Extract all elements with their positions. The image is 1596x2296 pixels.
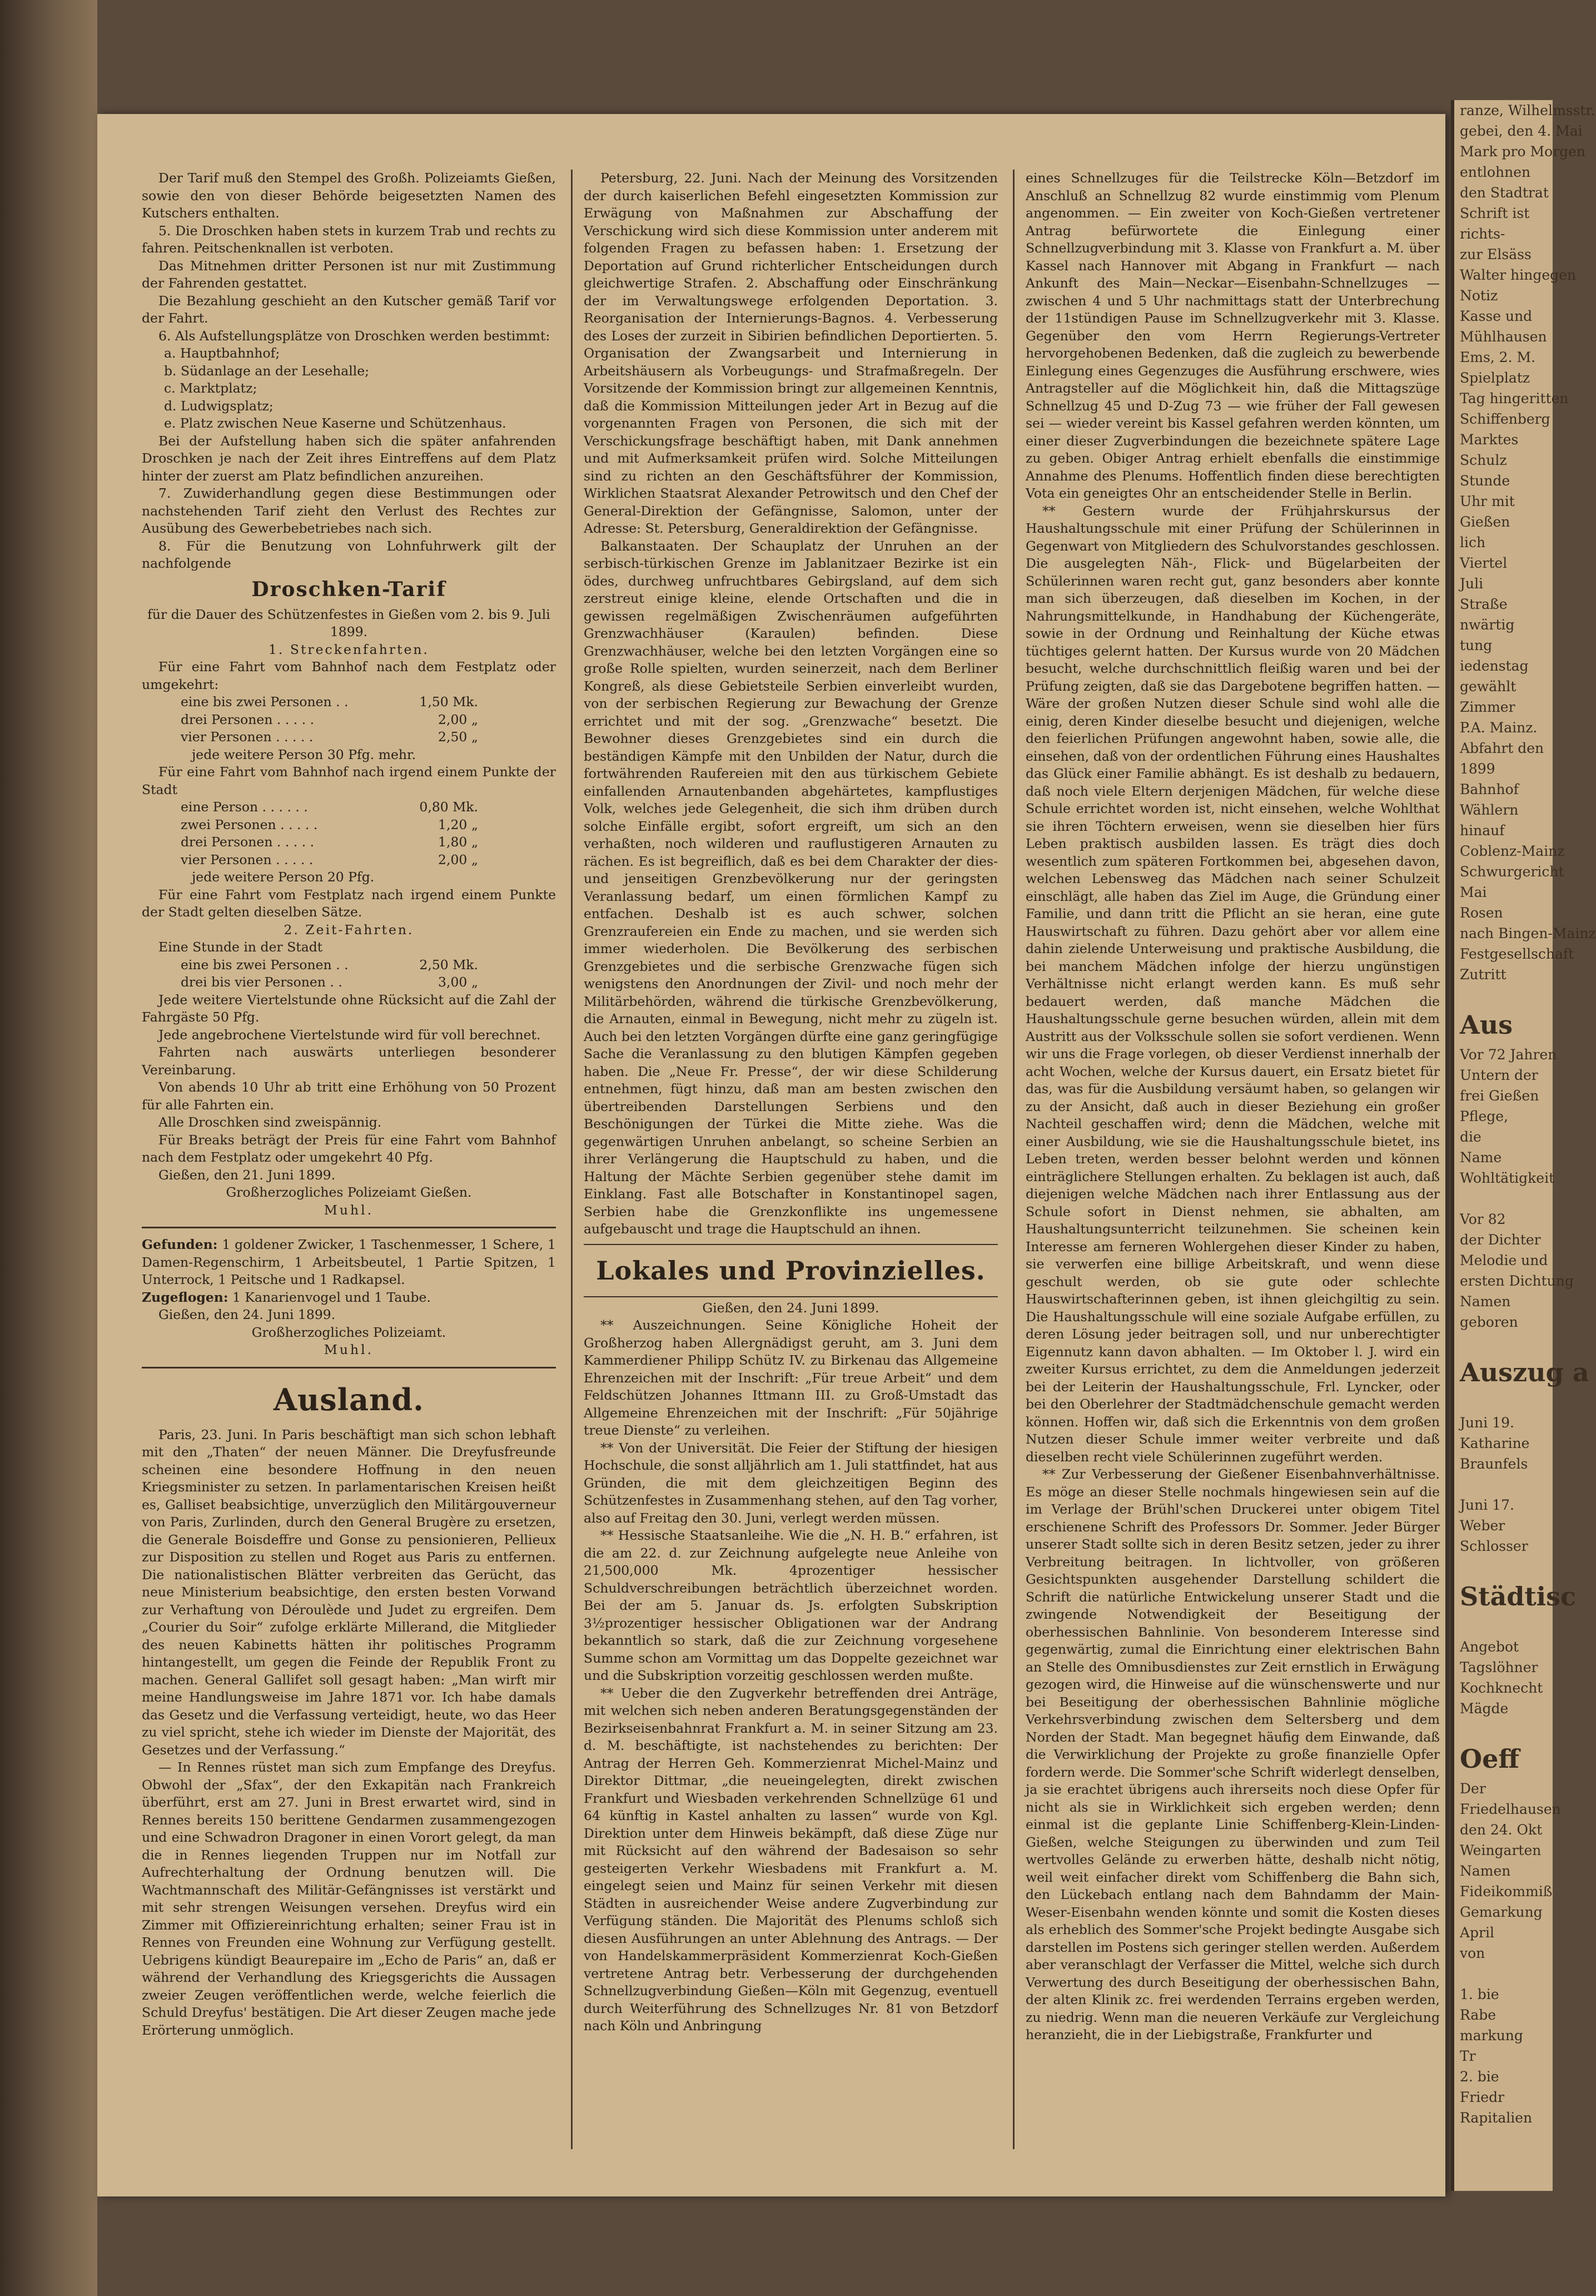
paragraph: 5. Die Droschken haben stets in kurzem Trab und rechts zu fahren. Peitschenknallen ist verboten. <box>142 222 556 256</box>
price-label: zwei Personen . . . . . <box>181 816 318 832</box>
authority: Großherzogliches Polizeiamt Gießen. <box>226 1184 472 1200</box>
paragraph: Für Breaks beträgt der Preis für eine Fahrt vom Bahnhof nach dem Festplatz oder umgekehrt 40 Pfg. <box>142 1132 556 1165</box>
price-note: jede weitere Person 30 Pfg. mehr. <box>192 746 416 762</box>
adjacent-page-line: Rosen <box>1460 905 1503 921</box>
adjacent-page-line: Schiffenberg <box>1460 411 1550 427</box>
column-1 <box>142 170 556 2171</box>
adjacent-page-line: Schwurgericht <box>1460 864 1564 880</box>
list-item: d. Ludwigsplatz; <box>164 398 274 414</box>
adjacent-page-line: Melodie und <box>1460 1252 1548 1268</box>
dateline: Gießen, den 24. Juni 1899. <box>158 1307 336 1322</box>
adjacent-page-line: April <box>1460 1925 1494 1941</box>
price-label: vier Personen . . . . . <box>181 729 314 745</box>
adjacent-page-line: Rapitalien <box>1460 2110 1533 2126</box>
adjacent-page-line: Angebot <box>1460 1639 1519 1655</box>
adjacent-page-line: Zutritt <box>1460 966 1506 983</box>
adjacent-page-line: Namen <box>1460 1293 1511 1310</box>
adjacent-page-line: ranze, Wilhelmsstr. <box>1460 102 1595 118</box>
column-2 <box>584 170 998 2171</box>
paragraph: 8. Für die Benutzung von Lohnfuhrwerk gilt der nachfolgende <box>142 538 556 571</box>
adjacent-page-line: Tag hingeritten <box>1460 390 1569 406</box>
adjacent-page-line: frei Gießen <box>1460 1088 1539 1104</box>
adjacent-page-line: Straße <box>1460 596 1508 612</box>
adjacent-page-line: Mark pro Morgen <box>1460 143 1586 160</box>
list-item: a. Hauptbahnhof; <box>164 345 280 361</box>
adjacent-page-line <box>1454 1556 1553 1577</box>
adjacent-page-line: hinauf <box>1460 822 1505 839</box>
price-value: 1,80 „ <box>438 834 478 850</box>
price-label: drei Personen . . . . . <box>181 711 315 727</box>
paragraph: Paris, 23. Juni. In Paris beschäftigt man sich schon lebhaft mit den „Thaten“ der neuen Männer. Die Dreyfusfreunde scheinen eine besondere Hoffnung in den neuen Kriegsminister zu setzen. In parlamentarischen Kreisen heißt es, Galliset beabsichtige, unverzüglich den Militärgouverneur von Paris, Zurlinden, durch den General Brugère zu ersetzen, die Generale Boisdeffre und Gonse zu pensionieren, Pellieux zur Disposition zu stellen und Roget aus Paris zu entfernen. Die nationalistischen Blätter verbreiten das Gerücht, das neue Ministerium beabsichtige, den ersten besten Vorwand zur Verhaftung von Déroulède und Judet zu ergreifen. Dem „Courier du Soir“ zufolge erklärte Millerand, die Mitglieder des neuen Kabinetts hätten ihr politisches Programm hintangestellt, um gegen die Feinde der Republik Front zu machen. General Gallifet soll gesagt haben: „Man wirft mir meine Handlungsweise im Jahre 1871 vor. Ich habe damals das Gesetz und die Verfassung verteidigt, heute, wo das Heer zu viel spricht, stehe ich wieder im Dienste der Majorität, des Gesetzes und der Verfassung.“ <box>142 1426 556 1758</box>
book-binding <box>0 0 97 2296</box>
adjacent-page-line <box>1454 1963 1553 1984</box>
adjacent-page-line: gebei, den 4. Mai <box>1460 123 1583 139</box>
price-label: eine bis zwei Personen . . <box>181 956 349 973</box>
price-row <box>142 711 556 729</box>
adjacent-page-line: Namen <box>1460 1863 1511 1879</box>
adjacent-page-line: Gemarkung <box>1460 1904 1543 1920</box>
adjacent-page-line: Spielplatz <box>1460 370 1530 386</box>
paragraph: Balkanstaaten. Der Schauplatz der Unruhen an der serbisch-türkischen Grenze im Jablanitzaer Bezirke ist ein ödes, durchweg unfruchtbares Gebirgsland, auf dem sich zerstreut einige kleine, elende Ortschaften und die in gewissen regelmäßigen Zwischenräumen aufgeführten Grenzwachhäuser (Karaulen) befinden. Diese Grenzwachhäuser, welche bei den letzten Vorgängen eine so große Rolle spielten, wurden seinerzeit, nach dem Berliner Kongreß, als diese Gebietsteile Serbien einverleibt wurden, von der serbischen Regierung zur Bewachung der Grenze errichtet und mit der sog. „Grenzwache“ besetzt. Die Bewohner dieses Grenzgebietes sind ein durch die beständigen Kämpfe mit den Unbilden der Natur, durch die fortwährenden Raufereien mit den aus türkischem Gebiete einfallenden Arnautenbanden abgehärtetes, kampflustiges Volk, welches jede Gelegenheit, die sich ihm drüben durch solche Einfälle ergibt, sofort ergreift, um sich an den verhaßten, noch wilderen und rauflustigeren Arnauten zu rächen. Es ist begreiflich, daß es bei dem Charakter der dies- und jenseitigen Grenzbevölkerung nur der geringsten Veranlassung bedarf, um einen förmlichen Kampf zu entfachen. Deshalb ist es auch schwer, solchen Grenzraufereien ein Ende zu machen, und sie werden sich immer wiederholen. Die Bevölkerung des serbischen Grenzgebietes und die serbische Grenzwache fügen sich wenigstens den Anordnungen der Zivil- und noch mehr der Militärbehörden, während die türkische Grenzbevölkerung, die Arnauten, einmal in Bewegung, nicht mehr zu zügeln ist. Auch bei den letzten Vorgängen dürfte eine ganz geringfügige Sache die Veranlassung zu den blutigen Kämpfen gegeben haben. Die „Neue Fr. Presse“, der wir diese Schilderung entnehmen, fügt hinzu, daß man am besten zwischen den übertreibenden Darstellungen Serbiens und den Beschönigungen der Türkei die Mitte ziehe. Was die gegenwärtigen Unruhen anbelangt, so scheine Serbien an ihrer Verlängerung die Hauptschuld zu haben, und die Haltung der Mächte Serbien gegenüber stehe damit im Einklang. Fast alle Botschafter in Konstantinopel sagen, Serbien habe die Grenzkonflikte ins ungemessene aufgebauscht und trage die Hauptschuld an ihnen. <box>584 538 998 1237</box>
price-row <box>142 956 556 974</box>
paragraph: Das Mitnehmen dritter Personen ist nur mit Zustimmung der Fahrenden gestattet. <box>142 257 556 291</box>
price-row <box>142 974 556 991</box>
adjacent-page-line: Ems, 2. M. <box>1460 349 1536 365</box>
paragraph: Der Tarif muß den Stempel des Großh. Polizeiamts Gießen, sowie den von dieser Behörde beigesetzten Namen des Kutschers enthalten. <box>142 170 556 221</box>
signature: Muhl. <box>324 1342 374 1357</box>
adjacent-page-line: den 24. Okt <box>1460 1822 1543 1838</box>
adjacent-page-line: Rabe <box>1460 2007 1496 2023</box>
adjacent-page-line: entlohnen <box>1460 164 1531 180</box>
section-heading-ausland: Ausland. <box>274 1381 424 1417</box>
adjacent-page-line <box>1454 1616 1553 1637</box>
adjacent-page-line: die <box>1460 1129 1481 1145</box>
paragraph: Für eine Fahrt vom Bahnhof nach irgend einem Punkte der Stadt <box>142 764 556 797</box>
adjacent-page-line: Uhr mit <box>1460 493 1515 509</box>
adjacent-page-line <box>1454 1188 1553 1209</box>
adjacent-page-line: Braunfels <box>1460 1456 1528 1472</box>
paragraph: Eine Stunde in der Stadt <box>158 939 323 955</box>
section-title: 1. Streckenfahrten. <box>268 641 430 657</box>
paragraph: Petersburg, 22. Juni. Nach der Meinung des Vorsitzenden der durch kaiserlichen Befehl eingesetzten Kommission zur Erwägung von Maßnahmen zur Abschaffung der Verschickung wird sich diese Kommission unter anderem mit folgenden Fragen zu befassen haben: 1. Ersetzung der Deportation auf Grund richterlicher Entscheidungen durch gleichwertige Strafen. 2. Abschaffung oder Einschränkung der im Verwaltungswege erfolgenden Deportation. 3. Reorganisation der Internierungs-Bagnos. 4. Verbesserung des Loses der zurzeit in Sibirien befindlichen Deportierten. 5. Organisation der Zwangsarbeit und Internierung in Arbeitshäusern als Vorbeugungs- und Strafmaßregeln. Der Vorsitzende der Kommission bringt zur allgemeinen Kenntnis, daß die Kommission Mitteilungen jeder Art in Bezug auf die vorgenannten Fragen von Personen, die sich mit der Verschickungsfrage beschäftigt haben, mit Dank annehmen und mit Aufmerksamkeit prüfen wird. Solche Mitteilungen sind zu richten an den Geschäftsführer der Kommission, Wirklichen Staatsrat Alexander Petrowitsch und den Chef der General-Direktion der Gefängnisse, Salomon, unter der Adresse: St. Petersburg, Generaldirektion der Gefängnisse. <box>584 170 998 536</box>
adjacent-page-line: Stunde <box>1460 473 1510 489</box>
adjacent-page-line: Tagslöhner <box>1460 1659 1538 1675</box>
found-text: 1 goldener Zwicker, 1 Taschenmesser, 1 Schere, 1 Damen-Regenschirm, 1 Arbeitsbeutel, 1 Partie Spitzen, 1 Unterrock, 1 Peitsche und 1 Radkapsel. <box>142 1237 556 1287</box>
adjacent-page-line: richts- <box>1460 226 1505 242</box>
price-value: 2,50 Mk. <box>419 956 478 973</box>
adjacent-page-line: Aus <box>1460 1010 1513 1040</box>
column-divider <box>571 170 573 2149</box>
paragraph: ** Auszeichnungen. Seine Königliche Hoheit der Großherzog haben Allergnädigst geruht, am 3. Juni dem Kammerdiener Philipp Schütz IV. zu Birkenau das Allgemeine Ehrenzeichen mit der Inschrift: „Für treue Arbeit“ und dem Feldschützen Johannes Ittmann III. zu Groß-Umstadt das Allgemeine Ehrenzeichen mit der Inschrift: „Für 50jährige treue Dienste“ zu verleihen. <box>584 1317 998 1438</box>
found-notice <box>142 1236 556 1289</box>
section-heading-lokales: Lokales und Provinzielles. <box>596 1255 986 1286</box>
price-value: 1,20 „ <box>438 816 478 832</box>
column-3 <box>1026 170 1440 2171</box>
adjacent-page-line: tung <box>1460 637 1493 653</box>
adjacent-page-line <box>1454 985 1553 1005</box>
adjacent-page-line: Gießen <box>1460 514 1510 530</box>
flown-text: 1 Kanarienvogel und 1 Taube. <box>232 1289 431 1305</box>
adjacent-page-line: Schulz <box>1460 452 1507 468</box>
adjacent-page-line: Katharine <box>1460 1435 1530 1451</box>
adjacent-page-line: Vor 82 <box>1460 1211 1506 1227</box>
adjacent-page-line: markung <box>1460 2027 1523 2044</box>
paragraph: eines Schnellzuges für die Teilstrecke Köln—Betzdorf im Anschluß an Schnellzug 82 wurde einstimmig vom Plenum angenommen. — Ein zweiter von Koch-Gießen vertretener Antrag befürwortete die Einlegung einer Schnellzugverbindung mit 3. Klasse von Frankfurt a. M. über Kassel nach Hannover mit Abgang in Frankfurt — nach Ankunft des Main—Neckar—Eisenbahn-Schnellzuges — zwischen 4 und 5 Uhr nachmittags statt der Unterbrechung der 11stündigen Pause im Schnellzugverkehr mit 3. Klasse. Gegenüber den vom Herrn Regierungs-Vertreter hervorgehobenen Bedenken, daß die zugleich zu bewerbende Einlegung eines Gegenzuges die Ausführung erschwere, wies Antragsteller auf die Möglichkeit hin, daß die Mittagszüge Schnellzug 45 und D-Zug 73 — wie früher der Fall gewesen sei — wieder vereint bis Kassel gefahren werden könnten, um einer dieser Zugverbindungen die bezeichnete spätere Lage zu geben. Obiger Antrag erhielt ebenfalls die einstimmige Annahme des Plenums. Hoffentlich finden diese berechtigten Vota ein geneigtes Ohr an entscheidender Stelle in Berlin. <box>1026 170 1440 501</box>
paragraph: ** Gestern wurde der Frühjahrskursus der Haushaltungsschule mit einer Prüfung der Schülerinnen in Gegenwart von Mitgliedern des Schulvorstandes geschlossen. Die ausgelegten Näh-, Flick- und Bügelarbeiten der Schülerinnen waren recht gut, ganz besonders aber konnte man sich überzeugen, daß dieselben im Kochen, in der Nahrungsmittelkunde, in Handhabung der Küchengeräte, sowie in der Ordnung und Reinhaltung der Küche etwas tüchtiges gelernt hatten. Der Kursus wurde von 20 Mädchen besucht, welche durchschnittlich fleißig waren und bei der Prüfung zeigten, daß sie das Dargebotene begriffen hatten. — Wäre der großen Nutzen dieser Schule sind wohl alle die einig, deren Kinder dieselbe besucht und diejenigen, welche den feierlichen Prüfungen angewohnt haben, sowie alle, die einsehen, daß von der ordentlichen Führung eines Haushaltes das Glück einer Familie abhängt. Es ist deshalb zu bedauern, daß noch viele Eltern derjenigen Mädchen, für welche diese Schule errichtet worden ist, nicht einsehen, welche Wohlthat sie ihren Töchtern erweisen, wenn sie dieselben hier fürs Leben praktisch ausbilden lassen. Es trägt dies doch wesentlich zum späteren Fortkommen bei, abgesehen davon, welchen Lebensweg das Mädchen nach seiner Schulzeit einschlägt, alle haben das Ziel im Auge, die Gründung einer Familie, und dann tritt die Pflicht an sie heran, eine gute Hauswirtschaft zu führen. Dazu gehört aber vor allem eine dahin zielende Unterweisung und praktische Ausbildung, die bei manchem Mädchen infolge der hierzu ungünstigen Verhältnisse nicht erlangt werden kann. Es muß sehr bedauert werden, daß manche Mädchen die Haushaltungsschule gerne besuchen würden, allein mit dem Austritt aus der Volksschule sollen sie sofort verdienen. Wenn wir uns die Frage vorlegen, ob dieser Verdienst innerhalb der acht Wochen, welche der Kursus dauert, ein Ersatz bietet für das, was für die Ausbildung versäumt haben, so gelangen wir zu der Ansicht, daß auch in dieser Beziehung ein großer Nachteil geschaffen wird; denn die Mädchen, welche mit einer Ausbildung, wie sie die Haushaltungsschule bietet, ins Leben treten, werden besser belohnt werden und können einträglichere Stellungen erhalten. Zu beklagen ist auch, daß diejenigen welche Mädchen nach ihrer Entlassung aus der Schule sofort in Dienst nehmen, sie abhalten, am Haushaltungsunterricht teilzunehmen. Sie scheinen kein Interesse am ferneren Wohlergehen dieser Kinder zu haben, sie verwerfen eine billige Arbeitskraft, und wenn diese geschult werden, ob sie gute oder schlechte Hauswirtschafterinnen geben, ist ihnen gleichgiltig zu sein. Die Haushaltungsschule will eine soziale Aufgabe erfüllen, zu deren Lösung jeder beitragen soll, und nur unberechtigter Eigennutz kann davon abhalten. — Im Oktober l. J. wird ein zweiter Kursus errichtet, zu dem die Anmeldungen jederzeit bei der Leiterin der Haushaltungsschule, Frl. Lyncker, oder bei den Oberlehrer der Stadtmädchenschule gemacht werden können. Hoffen wir, daß sich die Erkenntnis von dem großen Nutzen dieser Schule immer weiter verbreite und daß dieselben recht viele Schülerinnen zugeführt werden. <box>1026 503 1440 1465</box>
adjacent-page-line: Friedelhausen <box>1460 1801 1561 1817</box>
price-value: 0,80 Mk. <box>419 799 478 815</box>
adjacent-page-line: Name <box>1460 1149 1502 1166</box>
adjacent-page-line <box>1454 1474 1553 1495</box>
adjacent-page-line: Mägde <box>1460 1700 1509 1717</box>
divider <box>584 1296 998 1297</box>
divider <box>142 1227 556 1228</box>
adjacent-page-line: Zimmer <box>1460 699 1515 715</box>
authority: Großherzogliches Polizeiamt. <box>251 1324 446 1340</box>
adjacent-page-line: Coblenz-Mainz <box>1460 843 1565 859</box>
adjacent-page-line: der Dichter <box>1460 1232 1541 1248</box>
adjacent-page-line: Kasse und <box>1460 308 1533 324</box>
adjacent-page-line <box>1454 1392 1553 1412</box>
price-label: vier Personen . . . . . <box>181 851 314 867</box>
adjacent-page-line: nach Bingen-Mainz <box>1460 925 1596 941</box>
adjacent-page-line: Schlosser <box>1460 1538 1528 1554</box>
adjacent-page-line: ersten Dichtung <box>1460 1273 1574 1289</box>
adjacent-page-line: P.A. Mainz. <box>1460 720 1538 736</box>
list-item: b. Südanlage an der Lesehalle; <box>164 363 370 379</box>
adjacent-page-line <box>1454 1332 1553 1353</box>
adjacent-page-line: iedenstag <box>1460 658 1529 674</box>
adjacent-page-line: Abfahrt den <box>1460 740 1544 756</box>
adjacent-page-line: Mai <box>1460 884 1487 900</box>
paragraph: — In Rennes rüstet man sich zum Empfange des Dreyfus. Obwohl der „Sfax“, der den Exkapitän nach Frankreich überführt, erst am 27. Juni in Brest erwartet wird, sind in Rennes bereits 150 berittene Gendarmen zusammengezogen und eine Schwadron Dragoner in einen Vorort gelegt, da man die in Rennes liegenden Truppen nur im Notfall zur Aufrechterhaltung der Ordnung benutzen will. Die Wachtmannschaft des Militär-Gefängnisses ist verstärkt und mit sehr strengen Weisungen versehen. Dreyfus wird ein Zimmer mit Offiziereinrichtung erhalten; seiner Frau ist in Rennes von Freunden eine Wohnung zur Verfügung gestellt. Uebrigens kündigt Beaurepaire im „Echo de Paris“ an, daß er während der Verhandlung des Kriegsgerichts die Aussagen zweier Zeugen veröffentlichen werde, welche feierlich die Schuld Dreyfus' bestätigen. Die Art dieser Zeugen mache jede Erörterung unmöglich. <box>142 1759 556 2038</box>
price-value: 1,50 Mk. <box>419 694 478 710</box>
adjacent-page-line: 1. bie <box>1460 1986 1499 2002</box>
flown-label: Zugeflogen: <box>142 1289 228 1305</box>
section-title: 2. Zeit-Fahrten. <box>284 921 414 938</box>
adjacent-page-line: Walter hingegen <box>1460 267 1577 283</box>
price-value: 2,50 „ <box>438 729 478 745</box>
adjacent-page-line: von <box>1460 1945 1485 1961</box>
tariff-title: Droschken-Tarif <box>251 577 446 601</box>
adjacent-page-line: Oeff <box>1460 1744 1520 1774</box>
flown-notice <box>142 1289 556 1307</box>
paragraph: ** Von der Universität. Die Feier der Stiftung der hiesigen Hochschule, die sonst alljährlich am 1. Juli stattfindet, hat aus Gründen, die mit dem gleichzeitigen Beginn des Schützenfestes in Zusammenhang stehen, auf den Tag vorher, also auf Freitag den 30. Juni, verlegt werden müssen. <box>584 1440 998 1526</box>
paragraph: 7. Zuwiderhandlung gegen diese Bestimmungen oder nachstehenden Tarif zieht den Verlust des Rechtes zur Ausübung des Gewerbebetriebes nach sich. <box>142 485 556 536</box>
adjacent-page-line: Notiz <box>1460 287 1498 304</box>
adjacent-page-line: Juni 19. <box>1460 1415 1514 1431</box>
adjacent-page-line: Städtisc <box>1460 1581 1577 1611</box>
adjacent-page-line: Juni 17. <box>1460 1497 1514 1513</box>
paragraph: ** Zur Verbesserung der Gießener Eisenbahnverhältnisse. Es möge an dieser Stelle nochmals hingewiesen sein auf die im Verlage der Brühl'schen Druckerei unter obigem Titel erschienene Schrift des Professors Dr. Sommer. Jeder Bürger unserer Stadt sollte sich in deren Besitz setzen, jeder zu ihrer Verbreitung beitragen. In lichtvoller, von größeren Gesichtspunkten ausgehender Darstellung schildert die Schrift die natürliche Entwickelung unserer Stadt und die zwingende Notwendigkeit der Beseitigung der oberhessischen Bahnlinie. Von besonderem Interesse sind gegenwärtig, zumal die Einrichtung einer elektrischen Bahn an Stelle des Omnibusdienstes zur Zeit ernstlich in Erwägung gezogen wird, die Hinweise auf die wünschenswerte und nur bei Beseitigung der oberhessischen Bahnlinie mögliche Verkehrsverbindung zwischen dem Seltersberg und dem Norden der Stadt. Man begegnet häufig dem Einwande, daß die Verwirklichung der Projekte zu große finanzielle Opfer fordern werde. Die Sommer'sche Schrift widerlegt denselben, ja sie erachtet übrigens auch ihrerseits noch diese Opfer für nicht als sie in Wirklichkeit sich ergeben werden; denn einmal ist die geplante Linie Schiffenberg-Klein-Linden-Gießen, welche Steigungen zu überwinden und zum Teil wertvolles Gelände zu erwerben hätte, deshalb nicht nötig, weil weit einfacher direkt vom Schiffenberg die Bahn sich, den Lückebach entlang nach dem Bahndamm der Main-Weser-Eisenbahn wenden könnte und somit die Kosten dieses als erheblich des Sommer'sche Projekt bedingte Ausgabe sich darstellen im Postens sich geringer stellen werden. Außerdem aber veranschlagt der Verfasser die Mittel, welche sich durch Verwertung des durch Beseitigung der oberhessischen Bahn, der alten Klinik zc. frei werdenden Terrains ergeben werden, zu niedrig. Wenn man die neueren Verkäufe zur Vergleichung heranzieht, die in der Liebigstraße, Frankfurter und <box>1026 1466 1440 2042</box>
price-label: eine bis zwei Personen . . <box>181 694 349 710</box>
adjacent-page-line: Marktes <box>1460 432 1519 448</box>
column-divider <box>1013 170 1015 2149</box>
adjacent-page-line: Kochknecht <box>1460 1680 1543 1696</box>
adjacent-page-line: Viertel <box>1460 555 1508 571</box>
adjacent-page-line: Pflege, <box>1460 1108 1509 1124</box>
adjacent-page-line: lich <box>1460 534 1486 551</box>
price-value: 2,00 „ <box>438 851 478 867</box>
adjacent-page-line: geboren <box>1460 1314 1518 1330</box>
paragraph: Jede angebrochene Viertelstunde wird für voll berechnet. <box>158 1026 541 1043</box>
adjacent-page-line: Schrift ist <box>1460 205 1530 221</box>
price-row <box>142 834 556 851</box>
adjacent-page-line: Mühlhausen <box>1460 329 1547 345</box>
paragraph: Für eine Fahrt vom Festplatz nach irgend einem Punkte der Stadt gelten dieselben Sätze. <box>142 886 556 920</box>
price-label: drei Personen . . . . . <box>181 834 315 850</box>
adjacent-page-line: Untern der <box>1460 1067 1538 1083</box>
adjacent-page-line: 1899 <box>1460 761 1495 777</box>
dateline: Gießen, den 24. Juni 1899. <box>702 1300 879 1316</box>
paragraph: Alle Droschken sind zweispännig. <box>158 1114 382 1130</box>
newspaper-page <box>97 114 1445 2196</box>
paragraph: Bei der Aufstellung haben sich die später anfahrenden Droschken je nach der Zeit ihres Eintreffens auf dem Platz hinter der zuerst am Platz befindlichen anzureihen. <box>142 433 556 484</box>
adjacent-page-line: Auszug a <box>1460 1357 1589 1387</box>
price-row <box>142 693 556 711</box>
adjacent-page-line: Friedr <box>1460 2089 1505 2105</box>
adjacent-page-line <box>1454 1719 1553 1739</box>
adjacent-page-line: Vor 72 Jahren <box>1460 1047 1557 1063</box>
adjacent-page-line: Bahnhof <box>1460 781 1519 797</box>
paragraph: Für eine Fahrt vom Bahnhof nach dem Festplatz oder umgekehrt: <box>142 659 556 692</box>
price-value: 3,00 „ <box>438 974 478 990</box>
price-value: 2,00 „ <box>438 711 478 727</box>
adjacent-page-line: nwärtig <box>1460 617 1515 633</box>
adjacent-page-line: Weber <box>1460 1518 1505 1534</box>
dateline: Gießen, den 21. Juni 1899. <box>158 1167 336 1183</box>
price-label: drei bis vier Personen . . <box>181 974 342 990</box>
tariff-subtitle: für die Dauer des Schützenfestes in Gießen vom 2. bis 9. Juli 1899. <box>147 606 550 639</box>
list-item: c. Marktplatz; <box>164 380 257 396</box>
adjacent-page-line: Wohltätigkeit <box>1460 1170 1555 1186</box>
adjacent-page-line: Tr <box>1460 2048 1476 2064</box>
adjacent-page-line: den Stadtrat <box>1460 185 1549 201</box>
paragraph: 6. Als Aufstellungsplätze von Droschken werden bestimmt: <box>158 328 550 344</box>
divider <box>142 1367 556 1368</box>
adjacent-page-line: 2. bie <box>1460 2069 1499 2085</box>
adjacent-page-line: Der <box>1460 1781 1486 1797</box>
paragraph: Fahrten nach auswärts unterliegen besonderer Vereinbarung. <box>142 1044 556 1078</box>
paragraph: Jede weitere Viertelstunde ohne Rücksicht auf die Zahl der Fahrgäste 50 Pfg. <box>142 991 556 1025</box>
price-row <box>142 851 556 869</box>
adjacent-page-edge <box>1451 100 1596 2191</box>
divider <box>584 1244 998 1245</box>
price-label: eine Person . . . . . . <box>181 799 308 815</box>
paragraph: ** Ueber die den Zugverkehr betreffenden drei Anträge, mit welchen sich neben anderen Beratungsgegenständen der Bezirkseisenbahnrat Frankfurt a. M. in seiner Sitzung am 23. d. M. beschäftigte, ist nachstehendes zu berichten: Der Antrag der Herren Geh. Kommerzienrat Michel-Mainz und Direktor Dittmar, „die neueingelegten, direkt zwischen Frankfurt und Wiesbaden verkehrenden Schnellzüge 61 und 64 künftig in Kastel anhalten zu lassen“ wurde von Kgl. Direktion unter dem Hinweis bekämpft, daß diese Züge nur mit Rücksicht auf den während der Badesaison so sehr gesteigerten Verkehr Wiesbadens mit Frankfurt a. M. eingelegt seien und Mainz für seinen Verkehr mit diesen Städten in ausreichender Weise andere Zugverbindung zur Verfügung ständen. Die Majorität des Plenums schloß sich diesen Ausführungen an unter Ablehnung des Antrags. — Der von Handelskammerpräsident Kommerzienrat Koch-Gießen vertretene Antrag betr. Verbesserung der durchgehenden Schnellzugverbindung Gießen—Köln mit Gegenzug, eventuell durch Weiterführung des Schnellzuges Nr. 81 von Betzdorf nach Köln und Anbringung <box>584 1685 998 2034</box>
adjacent-page-line: Fideikommiß <box>1460 1883 1553 1900</box>
adjacent-page-line: Juli <box>1460 576 1484 592</box>
adjacent-page-line: gewählt <box>1460 678 1517 695</box>
list-item: e. Platz zwischen Neue Kaserne und Schützenhaus. <box>164 415 506 431</box>
adjacent-page-line: Festgesellschaft <box>1460 946 1574 962</box>
price-row <box>142 799 556 816</box>
price-row <box>142 816 556 834</box>
price-row <box>142 728 556 746</box>
adjacent-page-line: Wählern <box>1460 802 1519 818</box>
adjacent-page-line: Weingarten <box>1460 1842 1542 1858</box>
paragraph: ** Hessische Staatsanleihe. Wie die „N. H. B.“ erfahren, ist die am 22. d. zur Zeichnung aufgelegte neue Anleihe von 21,500,000 Mk. 4prozentiger hessischer Schuldverschreibungen beträchtlich überzeichnet worden. Bei der am 5. Januar ds. Js. erfolgten Subskription 3½prozentiger hessischer Obligationen war der Andrang bekanntlich so stark, daß die zur Zeichnung vorgesehene Summe schon am Vormittag um das Doppelte gezeichnet war und die Subskription vorzeitig geschlossen werden mußte. <box>584 1528 998 1683</box>
signature: Muhl. <box>324 1202 374 1218</box>
found-label: Gefunden: <box>142 1237 218 1252</box>
adjacent-page-line: zur Elsäss <box>1460 246 1532 262</box>
price-note: jede weitere Person 20 Pfg. <box>192 869 375 885</box>
paragraph: Von abends 10 Uhr ab tritt eine Erhöhung von 50 Prozent für alle Fahrten ein. <box>142 1079 556 1113</box>
paragraph: Die Bezahlung geschieht an den Kutscher gemäß Tarif vor der Fahrt. <box>142 292 556 326</box>
